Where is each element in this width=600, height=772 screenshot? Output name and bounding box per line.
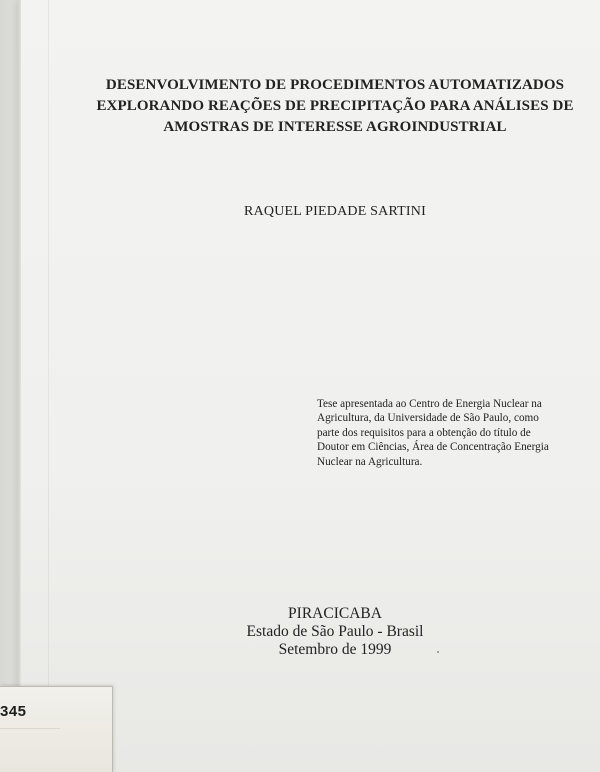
thesis-title xyxy=(90,75,580,138)
paper-speck xyxy=(437,651,439,653)
library-label-code: 345 xyxy=(0,703,27,720)
binding-edge xyxy=(18,0,21,772)
title-line-2: EXPLORANDO REAÇÕES DE PRECIPITAÇÃO PARA ANÁLISES DE xyxy=(96,98,574,114)
thesis-line-5: Nuclear na Agricultura. xyxy=(317,455,423,468)
library-label-sticker xyxy=(0,686,113,772)
sticker-fold-line xyxy=(0,728,60,729)
imprint-block xyxy=(215,605,455,659)
imprint-city: PIRACICABA xyxy=(288,605,382,622)
author-name: RAQUEL PIEDADE SARTINI xyxy=(244,204,426,219)
imprint-state: Estado de São Paulo - Brasil xyxy=(246,623,424,640)
thesis-line-1: Tese apresentada ao Centro de Energia Nuclear na xyxy=(317,398,542,410)
title-line-3: AMOSTRAS DE INTERESSE AGROINDUSTRIAL xyxy=(163,119,507,135)
thesis-line-4: Doutor em Ciências, Área de Concentração Energia xyxy=(317,441,549,454)
thesis-line-3: parte dos requisitos para a obtenção do título de xyxy=(317,426,531,439)
title-line-1: DESENVOLVIMENTO DE PROCEDIMENTOS AUTOMATIZADOS xyxy=(105,77,565,93)
imprint-date: Setembro de 1999 xyxy=(278,641,392,658)
thesis-statement xyxy=(317,397,549,469)
binding-crease xyxy=(48,0,49,772)
thesis-line-2: Agricultura, da Universidade de São Paulo, como xyxy=(317,412,539,425)
